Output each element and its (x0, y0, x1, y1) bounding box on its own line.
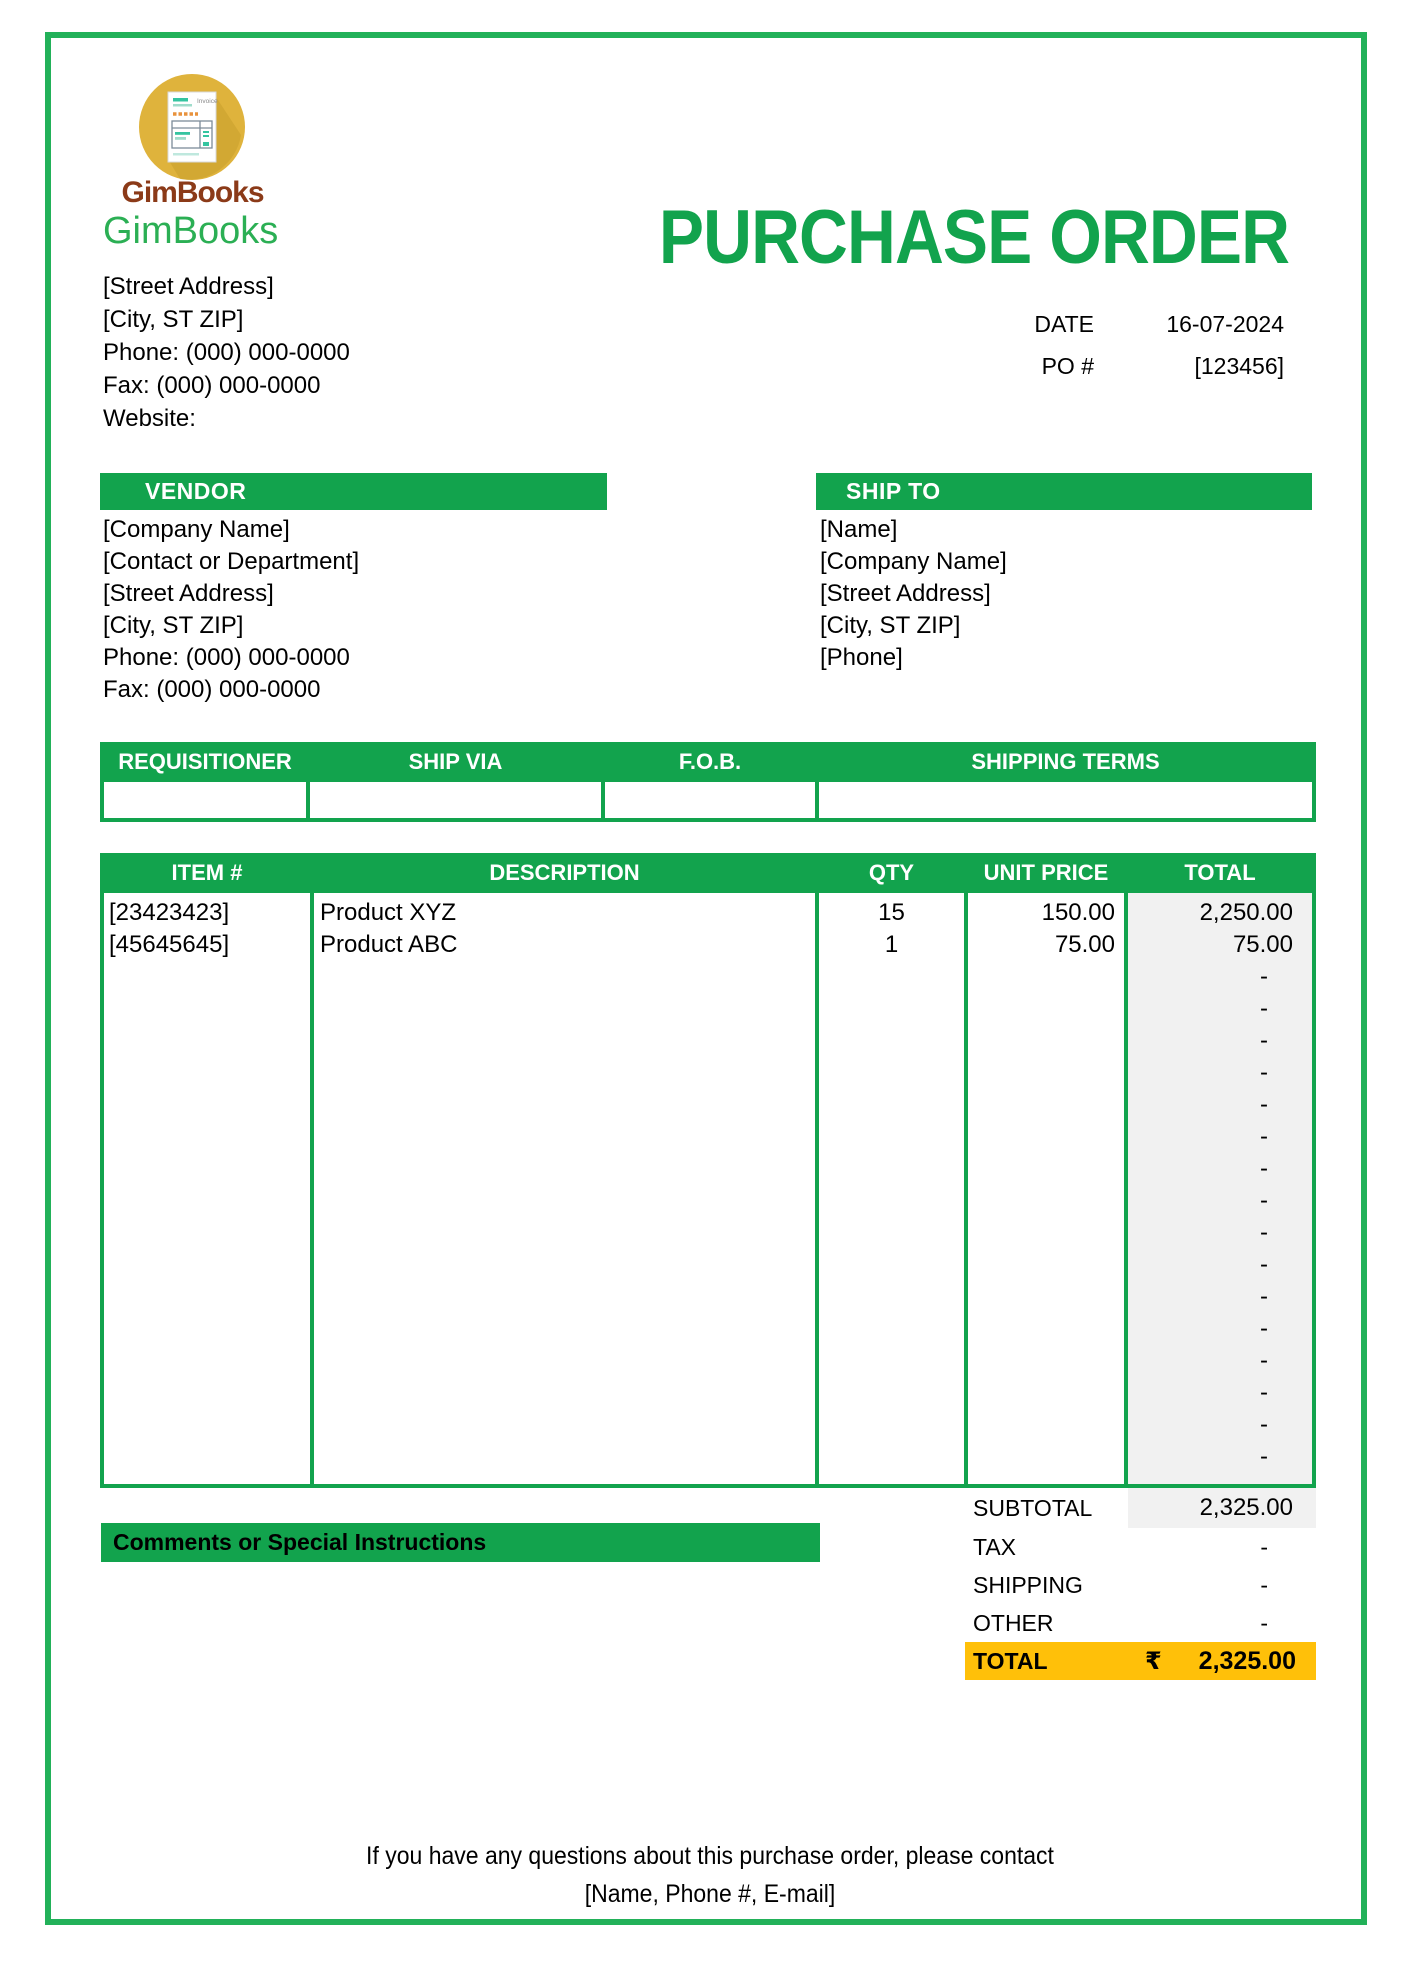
empty-total-cell: - (1260, 1379, 1268, 1406)
ship-to-detail-line: [Company Name] (820, 548, 1007, 575)
totals-row-subtotal (965, 1488, 1316, 1528)
company-address-block (103, 270, 350, 435)
totals-rows (965, 1488, 1316, 1642)
item-description-cell: Product XYZ (320, 899, 457, 926)
items-table (100, 853, 1316, 1488)
empty-total-cell: - (1260, 1251, 1268, 1278)
vendor-detail-line: Fax: (000) 000-0000 (103, 676, 321, 703)
qty-column (819, 893, 964, 1484)
empty-total-cell: - (1260, 995, 1268, 1022)
empty-total-cell: - (1260, 1155, 1268, 1182)
footer-contact-placeholder: [Name, Phone #, E-mail] (584, 1880, 836, 1908)
items-header-cell: QTY (868, 860, 915, 885)
totals-label: SUBTOTAL (973, 1494, 1093, 1521)
ship-to-detail-line: [Name] (820, 516, 898, 543)
date-value: 16-07-2024 (1166, 310, 1284, 337)
empty-total-cell: - (1260, 1347, 1268, 1374)
date-label: DATE (1034, 310, 1094, 337)
items-header-cell: DESCRIPTION (489, 860, 640, 885)
shipping-info-header-cell: REQUISITIONER (118, 749, 292, 774)
vendor-details-block (103, 514, 359, 706)
ship-to-section-header: SHIP TO (816, 473, 1312, 510)
company-address-line: Phone: (000) 000-0000 (103, 339, 350, 366)
empty-total-cell: - (1260, 1219, 1268, 1246)
totals-row-shipping (965, 1566, 1316, 1604)
empty-total-cell: - (1260, 1187, 1268, 1214)
items-header-cell: TOTAL (1184, 860, 1256, 885)
shipping-info-table (100, 742, 1316, 822)
grand-total-value: 2,325.00 (1198, 1646, 1296, 1675)
item-qty-cell: 15 (878, 899, 905, 926)
totals-row-tax (965, 1528, 1316, 1566)
po-number-value: [123456] (1194, 352, 1284, 379)
totals-value: 2,325.00 (1128, 1488, 1316, 1528)
empty-total-cell: - (1260, 1315, 1268, 1342)
company-address-line: [City, ST ZIP] (103, 306, 244, 333)
empty-total-cell: - (1260, 1123, 1268, 1150)
ship-to-detail-line: [Phone] (820, 644, 903, 671)
totals-value: - (1260, 1609, 1268, 1636)
items-header-cell: UNIT PRICE (983, 860, 1109, 885)
shipping-info-input-cell[interactable] (819, 782, 1312, 818)
items-header-row (100, 853, 1316, 893)
po-number-label: PO # (1041, 352, 1094, 379)
document-title: PURCHASE ORDER (658, 195, 1289, 280)
totals-label: SHIPPING (973, 1571, 1083, 1598)
totals-row-other (965, 1604, 1316, 1642)
item-total-cell: 2,250.00 (1199, 899, 1293, 926)
item-number-cell: [45645645] (109, 931, 230, 958)
shipping-info-input-cell[interactable] (605, 782, 815, 818)
order-meta (850, 310, 1284, 394)
po-number-row (850, 352, 1284, 380)
rupee-currency-symbol: ₹ (1145, 1647, 1162, 1675)
shipping-info-header-cell: F.O.B. (678, 749, 742, 774)
vendor-detail-line: [Street Address] (103, 580, 274, 607)
ship-to-detail-line: [City, ST ZIP] (820, 612, 961, 639)
ship-to-detail-line: [Street Address] (820, 580, 991, 607)
item-total-cell: 75.00 (1232, 931, 1293, 958)
vendor-detail-line: [City, ST ZIP] (103, 612, 244, 639)
shipping-info-header-row (100, 742, 1316, 782)
footer-contact-line: If you have any questions about this purchase order, please contact (366, 1842, 1054, 1870)
company-address-line: [Street Address] (103, 273, 274, 300)
empty-total-cell: - (1260, 963, 1268, 990)
grand-total-label: TOTAL (973, 1647, 1048, 1674)
item-qty-cell: 1 (884, 931, 899, 958)
shipping-info-header-cell: SHIPPING TERMS (971, 749, 1160, 774)
vendor-detail-line: Phone: (000) 000-0000 (103, 644, 350, 671)
totals-label: TAX (973, 1533, 1017, 1560)
company-address-line: Website: (103, 405, 196, 432)
shipping-info-header-cell: SHIP VIA (408, 749, 503, 774)
vendor-detail-line: [Contact or Department] (103, 548, 360, 575)
unit-price-column (968, 893, 1124, 1484)
empty-total-cell: - (1260, 1283, 1268, 1310)
shipping-info-input-row (100, 782, 1316, 822)
item-number-cell: [23423423] (109, 899, 230, 926)
ship-to-details-block (820, 514, 1007, 674)
empty-total-cell: - (1260, 1443, 1268, 1470)
vendor-section-header: VENDOR (100, 473, 607, 510)
totals-value: - (1260, 1533, 1268, 1560)
comments-section-header: Comments or Special Instructions (101, 1523, 820, 1562)
empty-total-cell: - (1260, 1091, 1268, 1118)
shipping-info-input-cell[interactable] (104, 782, 306, 818)
totals-value: - (1260, 1571, 1268, 1598)
item-description-cell: Product ABC (320, 931, 458, 958)
totals-label: OTHER (973, 1609, 1054, 1636)
total-column (1128, 893, 1312, 1484)
empty-total-cell: - (1260, 1411, 1268, 1438)
empty-total-cell: - (1260, 1059, 1268, 1086)
shipping-info-input-cell[interactable] (310, 782, 601, 818)
gimbooks-logo-icon (138, 73, 246, 181)
grand-total-row (965, 1642, 1316, 1680)
company-address-line: Fax: (000) 000-0000 (103, 372, 321, 399)
items-header-cell: ITEM # (171, 860, 243, 885)
company-name: GimBooks (103, 210, 279, 252)
item-unit-price-cell: 150.00 (1041, 899, 1115, 926)
item-unit-price-cell: 75.00 (1054, 931, 1115, 958)
svg-text:Invoice: Invoice (197, 98, 218, 105)
totals-section (965, 1488, 1316, 1680)
date-row (850, 310, 1284, 338)
description-column (314, 893, 815, 1484)
items-body (100, 893, 1316, 1488)
logo-wordmark: GimBooks (121, 176, 264, 209)
vendor-detail-line: [Company Name] (103, 516, 290, 543)
item-number-column (104, 893, 310, 1484)
empty-total-cell: - (1260, 1027, 1268, 1054)
